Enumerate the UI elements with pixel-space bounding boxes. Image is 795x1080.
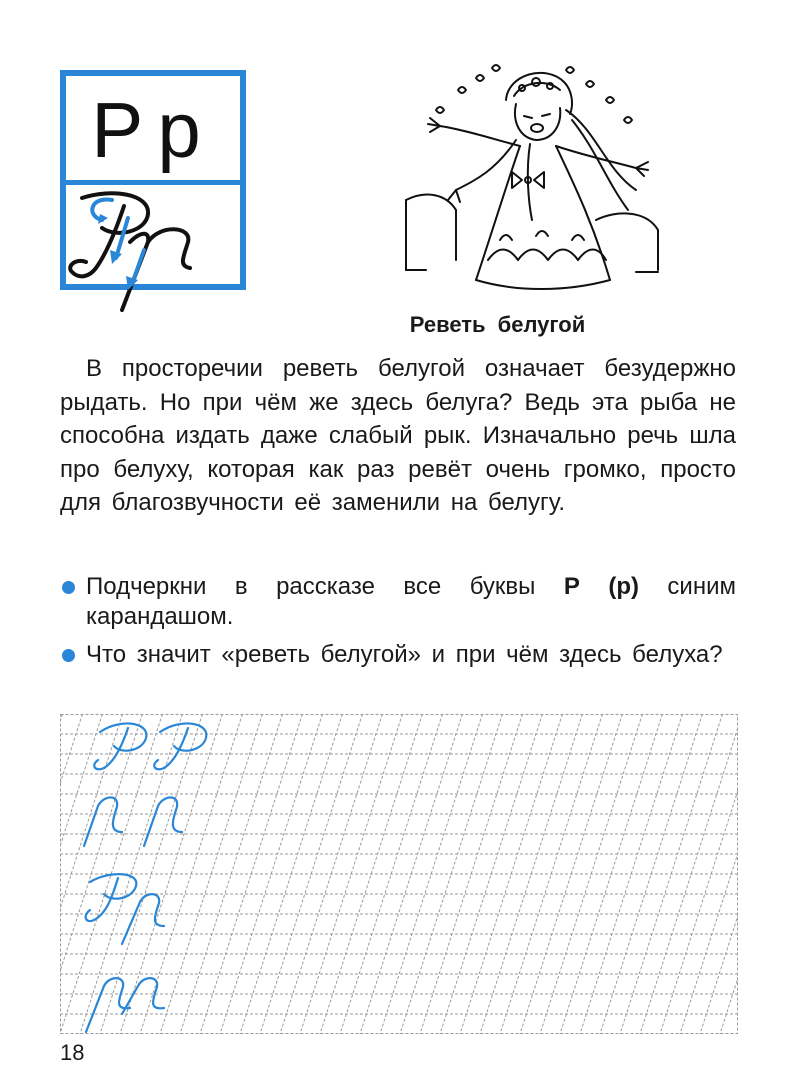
cursive-letter-sample [20, 180, 220, 320]
story-paragraph: В просторечии реветь белугой означает безудержно рыдать. Но при чём же здесь белуга? Ведь эта рыба не способна издать даже слабый рык. Изначально речь шла про белуху, которая как раз ревёт очень громко, просто для благозвучности её заменили на белугу. [60, 355, 736, 516]
task-text-after: синим карандашом. [86, 573, 737, 630]
print-letters [66, 80, 240, 180]
task-text-bold: Р (р) [563, 573, 639, 600]
task-list [60, 572, 736, 678]
page-number: 18 [60, 1040, 85, 1065]
crying-girl-illustration [396, 60, 666, 300]
print-uppercase-letter: Р [91, 86, 158, 174]
task-text-before: Что значит «реветь белугой» и при чём здесь белуха? [86, 641, 723, 668]
handwriting-practice-grid [60, 714, 740, 1036]
print-lowercase-letter: р [157, 86, 215, 174]
bullet-icon [62, 649, 75, 662]
bullet-icon [62, 581, 75, 594]
task-text-before: Подчеркни в рассказе все буквы [86, 573, 564, 600]
task-item-underline [60, 572, 736, 632]
task-item-question [60, 640, 736, 670]
story-heading: Реветь белугой [409, 312, 586, 337]
